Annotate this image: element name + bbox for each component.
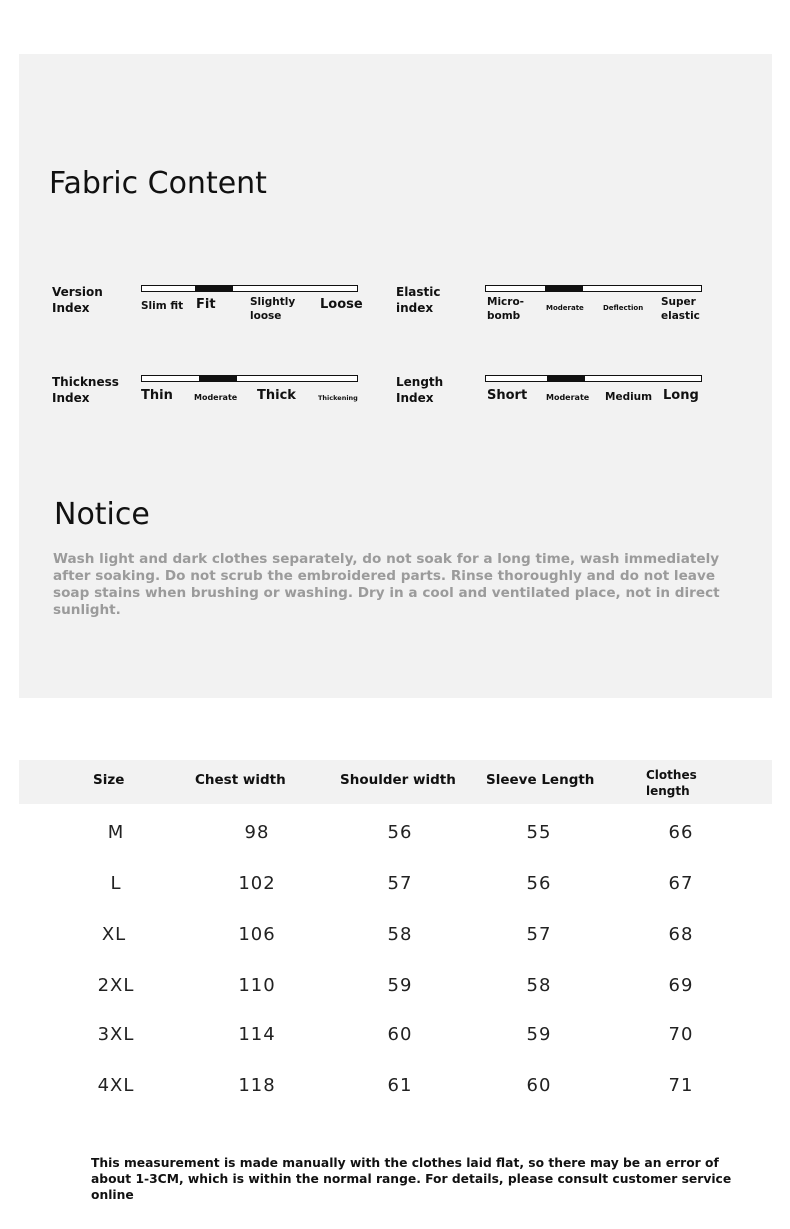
table-header-sleeve-length: Sleeve Length: [486, 772, 595, 788]
cell-sleeve: 60: [526, 1075, 552, 1096]
cell-length: 69: [668, 975, 694, 996]
cell-length: 67: [668, 873, 694, 894]
cell-chest: 98: [244, 822, 270, 843]
index-bar-fill: [199, 376, 237, 381]
cell-shoulder: 61: [387, 1075, 413, 1096]
cell-sleeve: 58: [526, 975, 552, 996]
index-bar-fill: [547, 376, 585, 381]
cell-shoulder: 58: [387, 924, 413, 945]
metric-label: Thickness Index: [52, 375, 119, 405]
cell-sleeve: 57: [526, 924, 552, 945]
cell-length: 70: [668, 1024, 694, 1045]
index-option: Thickening: [318, 394, 358, 402]
cell-sleeve: 55: [526, 822, 552, 843]
cell-shoulder: 60: [387, 1024, 413, 1045]
index-bar: [141, 375, 358, 382]
table-header-chest-width: Chest width: [195, 772, 286, 788]
index-option: Slim fit: [141, 300, 184, 312]
cell-chest: 118: [238, 1075, 276, 1096]
metric-label: Length Index: [396, 375, 444, 405]
index-bar-fill: [545, 286, 583, 291]
index-option: Micro-bomb: [487, 296, 525, 322]
cell-size: M: [107, 822, 125, 843]
index-option-selected: Fit: [196, 297, 216, 312]
index-option: Long: [663, 388, 699, 403]
metric-label: Elastic index: [396, 285, 441, 315]
index-option-selected: Moderate: [194, 393, 238, 402]
index-bar: [485, 285, 702, 292]
index-bar-fill: [195, 286, 233, 291]
cell-chest: 102: [238, 873, 276, 894]
table-header-clothes-length: Clothes length: [646, 768, 697, 798]
index-option: Short: [487, 388, 528, 403]
fabric-content-title: Fabric Content: [49, 166, 267, 201]
index-option: Slightly loose: [250, 296, 296, 322]
cell-sleeve: 59: [526, 1024, 552, 1045]
cell-chest: 106: [238, 924, 276, 945]
cell-sleeve: 56: [526, 873, 552, 894]
index-option: Medium: [605, 391, 653, 403]
cell-size: L: [110, 873, 122, 894]
index-option: Thick: [257, 388, 296, 403]
table-header-size: Size: [93, 772, 125, 788]
cell-length: 66: [668, 822, 694, 843]
index-option: Loose: [320, 297, 363, 312]
cell-size: 4XL: [97, 1075, 135, 1096]
cell-size: 2XL: [97, 975, 135, 996]
cell-chest: 110: [238, 975, 276, 996]
index-option: Thin: [141, 388, 173, 403]
index-option-selected: Moderate: [546, 304, 584, 312]
cell-shoulder: 56: [387, 822, 413, 843]
cell-shoulder: 57: [387, 873, 413, 894]
cell-shoulder: 59: [387, 975, 413, 996]
notice-title: Notice: [54, 497, 150, 532]
cell-length: 71: [668, 1075, 694, 1096]
index-bar: [485, 375, 702, 382]
notice-text: Wash light and dark clothes separately, do not soak for a long time, wash immediately after soaking. Do not scrub the embroidered parts. Rinse thoroughly and do not leave soap stains when brushing or washing. Dry in a cool and ventilated place, not in direct sunlight.: [53, 551, 720, 618]
cell-chest: 114: [238, 1024, 276, 1045]
measurement-footnote: This measurement is made manually with the clothes laid flat, so there may be an error of about 1-3CM, which is within the normal range. For details, please consult customer service online: [91, 1156, 732, 1202]
index-option: Deflection: [603, 304, 644, 312]
table-header-shoulder-width: Shoulder width: [340, 772, 456, 788]
cell-size: 3XL: [97, 1024, 135, 1045]
index-option: Super elastic: [661, 296, 700, 322]
cell-size: XL: [101, 924, 127, 945]
cell-length: 68: [668, 924, 694, 945]
index-bar: [141, 285, 358, 292]
metric-label: Version Index: [52, 285, 103, 315]
index-option-selected: Moderate: [546, 393, 590, 402]
